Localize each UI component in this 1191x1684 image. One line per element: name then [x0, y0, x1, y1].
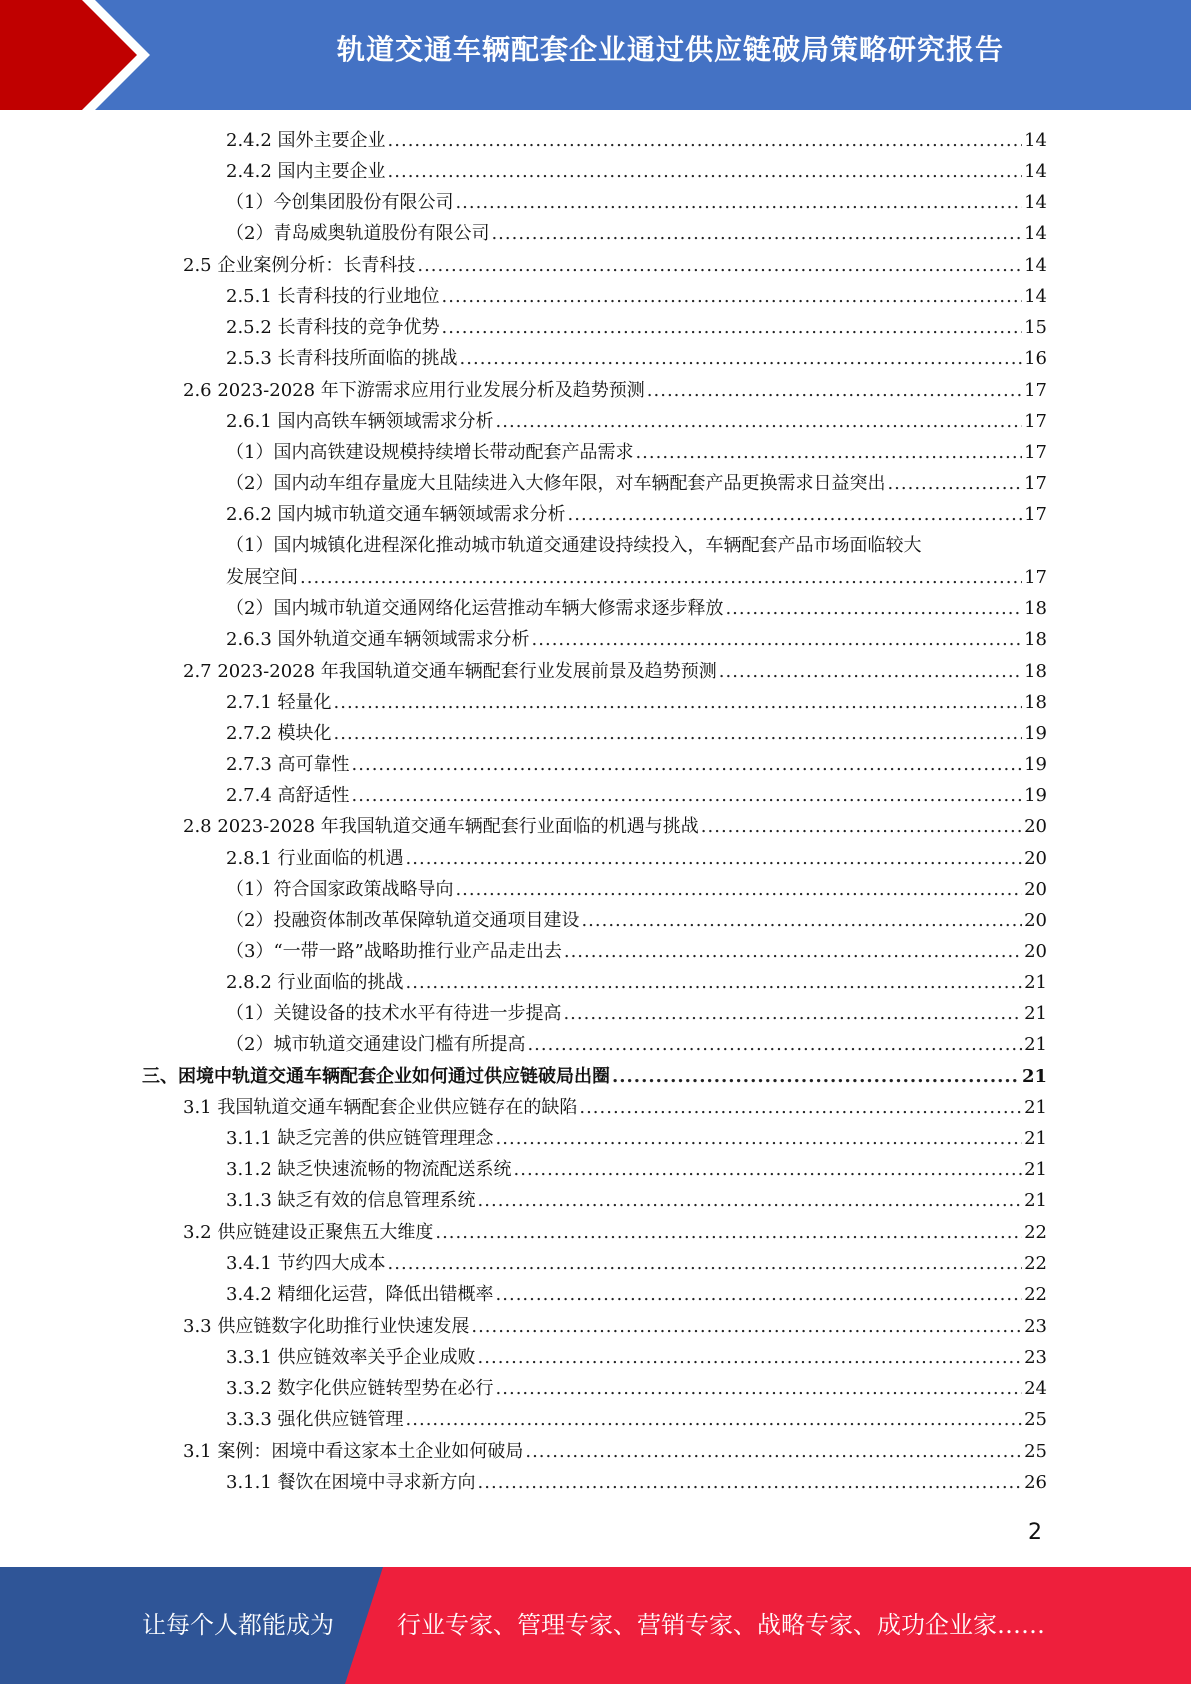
- toc-entry[interactable]: [226, 1250, 1047, 1276]
- toc-entry[interactable]: [226, 470, 1047, 496]
- toc-entry[interactable]: [226, 1000, 1047, 1026]
- toc-entry-page: 21: [1024, 972, 1047, 993]
- toc-entry-page: 16: [1024, 348, 1047, 369]
- toc-entry-label: 3.3 供应链数字化助推行业快速发展: [183, 1316, 470, 1337]
- toc-entry-label: （2）城市轨道交通建设门槛有所提高: [226, 1034, 526, 1055]
- toc-leader-dots: [455, 191, 1022, 215]
- toc-leader-dots: [496, 1127, 1023, 1151]
- toc-entry[interactable]: [226, 845, 1047, 871]
- toc-entry-label: （1）符合国家政策战略导向: [226, 879, 454, 900]
- toc-entry-label: （1）关键设备的技术水平有待进一步提高: [226, 1003, 562, 1024]
- toc-leader-dots: [442, 316, 1023, 340]
- toc-entry[interactable]: [226, 439, 1047, 465]
- toc-leader-dots: [612, 1065, 1020, 1089]
- toc-entry[interactable]: [226, 1156, 1047, 1182]
- toc-entry[interactable]: [183, 377, 1047, 403]
- toc-entry-page: 18: [1024, 692, 1047, 713]
- footer-slogan: 让每个人都能成为: [142, 1611, 334, 1639]
- toc-entry[interactable]: [226, 1281, 1047, 1307]
- toc-entry-page: 18: [1024, 661, 1047, 682]
- toc-entry[interactable]: [226, 220, 1047, 246]
- toc-entry[interactable]: [226, 158, 1047, 184]
- toc-entry-page: 22: [1024, 1222, 1047, 1243]
- toc-entry-label: （2）投融资体制改革保障轨道交通项目建设: [226, 910, 580, 931]
- toc-entry-page: 17: [1024, 380, 1047, 401]
- toc-entry[interactable]: [226, 314, 1047, 340]
- toc-entry-page: 18: [1024, 629, 1047, 650]
- report-title: 轨道交通车辆配套企业通过供应链破局策略研究报告: [336, 33, 1004, 66]
- toc-entry[interactable]: [226, 408, 1047, 434]
- toc-entry[interactable]: [226, 345, 1047, 371]
- page-number: 2: [1028, 1520, 1042, 1545]
- toc-leader-dots: [352, 784, 1023, 808]
- toc-entry-page: 14: [1024, 192, 1047, 213]
- toc-leader-dots: [455, 878, 1022, 902]
- toc-entry-label: 2.7 2023-2028 年我国轨道交通车辆配套行业发展前景及趋势预测: [183, 661, 717, 682]
- toc-leader-dots: [579, 1096, 1022, 1120]
- toc-entry[interactable]: [226, 876, 1047, 902]
- toc-entry[interactable]: [226, 1375, 1047, 1401]
- toc-leader-dots: [406, 971, 1023, 995]
- toc-entry[interactable]: [226, 907, 1047, 933]
- toc-entry-label: 2.8 2023-2028 年我国轨道交通车辆配套行业面临的机遇与挑战: [183, 816, 699, 837]
- toc-entry-label: 3.2 供应链建设正聚焦五大维度: [183, 1222, 434, 1243]
- toc-entry-label: 2.8.1 行业面临的机遇: [226, 848, 404, 869]
- toc-leader-dots: [725, 597, 1022, 621]
- toc-entry[interactable]: [226, 1406, 1047, 1432]
- toc-entry[interactable]: [183, 1219, 1047, 1245]
- toc-leader-dots: [460, 347, 1023, 371]
- toc-entry[interactable]: [226, 751, 1047, 777]
- toc-entry-label: 3.1 案例：困境中看这家本土企业如何破局: [183, 1441, 524, 1462]
- toc-entry-label: 2.7.3 高可靠性: [226, 754, 350, 775]
- toc-entry-page: 14: [1024, 130, 1047, 151]
- toc-leader-dots: [719, 660, 1022, 684]
- page-footer: [0, 1567, 1191, 1684]
- toc-leader-dots: [496, 1283, 1023, 1307]
- page-header: [0, 0, 1191, 110]
- toc-entry[interactable]: [226, 127, 1047, 153]
- toc-entry[interactable]: [183, 252, 1047, 278]
- toc-entry-label: 2.4.2 国外主要企业: [226, 130, 386, 151]
- toc-leader-dots: [300, 566, 1022, 590]
- toc-entry-page: 24: [1024, 1378, 1047, 1399]
- toc-entry-label: 3.3.3 强化供应链管理: [226, 1409, 404, 1430]
- toc-entry-page: 21: [1024, 1034, 1047, 1055]
- toc-entry-label: 3.1.3 缺乏有效的信息管理系统: [226, 1190, 476, 1211]
- toc-entry-page: 22: [1024, 1253, 1047, 1274]
- toc-entry-label: 3.1.1 缺乏完善的供应链管理理念: [226, 1128, 494, 1149]
- toc-entry[interactable]: [142, 1063, 1047, 1089]
- toc-entry-label: （1）国内城镇化进程深化推动城市轨道交通建设持续投入，车辆配套产品市场面临较大: [226, 535, 922, 556]
- toc-entry-label: 三、困境中轨道交通车辆配套企业如何通过供应链破局出圈: [142, 1066, 610, 1087]
- toc-entry[interactable]: [183, 1313, 1047, 1339]
- toc-entry[interactable]: [226, 283, 1047, 309]
- toc-entry-label: 2.8.2 行业面临的挑战: [226, 972, 404, 993]
- toc-entry-label: （2）青岛威奥轨道股份有限公司: [226, 223, 490, 244]
- toc-entry[interactable]: [226, 1031, 1047, 1057]
- toc-entry[interactable]: [226, 1344, 1047, 1370]
- toc-leader-dots: [417, 254, 1022, 278]
- toc-entry-label: （3）“一带一路”战略助推行业产品走出去: [226, 941, 562, 962]
- toc-entry-page: 23: [1024, 1316, 1047, 1337]
- toc-entry-page: 17: [1024, 567, 1047, 588]
- toc-entry[interactable]: [226, 532, 921, 558]
- toc-leader-dots: [388, 1252, 1023, 1276]
- toc-leader-dots: [478, 1346, 1023, 1370]
- toc-entry[interactable]: [226, 501, 1047, 527]
- toc-leader-dots: [478, 1471, 1023, 1495]
- toc-leader-dots: [406, 847, 1023, 871]
- toc-entry-page: 17: [1024, 411, 1047, 432]
- toc-leader-dots: [388, 129, 1023, 153]
- toc-leader-dots: [471, 1315, 1022, 1339]
- toc-leader-dots: [491, 222, 1022, 246]
- toc-entry-label: 2.4.2 国内主要企业: [226, 161, 386, 182]
- toc-entry-page: 14: [1024, 286, 1047, 307]
- toc-leader-dots: [334, 691, 1023, 715]
- toc-entry[interactable]: [226, 689, 1047, 715]
- toc-leader-dots: [334, 722, 1023, 746]
- toc-leader-dots: [635, 441, 1022, 465]
- toc-entry-label: 2.6.3 国外轨道交通车辆领域需求分析: [226, 629, 530, 650]
- toc-entry-page: 26: [1024, 1472, 1047, 1493]
- toc-leader-dots: [496, 1377, 1023, 1401]
- toc-entry-page: 18: [1024, 598, 1047, 619]
- toc-entry-label: （1）国内高铁建设规模持续增长带动配套产品需求: [226, 442, 634, 463]
- toc-entry[interactable]: [226, 1125, 1047, 1151]
- toc-entry-label: 2.5.1 长青科技的行业地位: [226, 286, 440, 307]
- header-arrow-decoration: [0, 0, 160, 110]
- toc-entry[interactable]: [226, 595, 1047, 621]
- toc-entry[interactable]: [226, 938, 1047, 964]
- toc-entry-page: 22: [1024, 1284, 1047, 1305]
- toc-entry-page: 15: [1024, 317, 1047, 338]
- toc-leader-dots: [406, 1408, 1023, 1432]
- toc-entry-label: 3.4.2 精细化运营，降低出错概率: [226, 1284, 494, 1305]
- toc-entry[interactable]: [226, 1469, 1047, 1495]
- toc-entry[interactable]: [226, 782, 1047, 808]
- toc-entry-label: 3.1.2 缺乏快速流畅的物流配送系统: [226, 1159, 512, 1180]
- toc-entry-page: 20: [1024, 816, 1047, 837]
- toc-leader-dots: [442, 285, 1023, 309]
- toc-entry-page: 14: [1024, 161, 1047, 182]
- toc-leader-dots: [581, 909, 1022, 933]
- toc-entry-label: 3.4.1 节约四大成本: [226, 1253, 386, 1274]
- footer-tagline: 行业专家、管理专家、营销专家、战略专家、成功企业家……: [397, 1611, 1045, 1639]
- toc-entry-label: 2.6.1 国内高铁车辆领域需求分析: [226, 411, 494, 432]
- toc-entry-label: （1）今创集团股份有限公司: [226, 192, 454, 213]
- toc-entry[interactable]: [183, 813, 1047, 839]
- toc-entry-label: 发展空间: [226, 567, 298, 588]
- toc-entry[interactable]: [183, 1094, 1047, 1120]
- toc-entry-label: 2.7.2 模块化: [226, 723, 332, 744]
- toc-leader-dots: [701, 815, 1022, 839]
- toc-leader-dots: [887, 472, 1022, 496]
- toc-leader-dots: [568, 503, 1023, 527]
- toc-entry-page: 21: [1024, 1190, 1047, 1211]
- toc-entry-label: （2）国内动车组存量庞大且陆续进入大修年限，对车辆配套产品更换需求日益突出: [226, 473, 886, 494]
- toc-entry-page: 17: [1024, 442, 1047, 463]
- toc-entry-label: 3.3.2 数字化供应链转型势在必行: [226, 1378, 494, 1399]
- toc-entry[interactable]: [226, 189, 1047, 215]
- toc-leader-dots: [388, 160, 1023, 184]
- toc-entry-page: 21: [1024, 1097, 1047, 1118]
- toc-leader-dots: [532, 628, 1023, 652]
- toc-entry[interactable]: [183, 658, 1047, 684]
- toc-entry-label: 2.7.1 轻量化: [226, 692, 332, 713]
- toc-entry[interactable]: [226, 1187, 1047, 1213]
- toc-leader-dots: [435, 1221, 1022, 1245]
- toc-leader-dots: [527, 1033, 1022, 1057]
- toc-entry-page: 21: [1024, 1159, 1047, 1180]
- toc-entry[interactable]: [226, 720, 1047, 746]
- toc-leader-dots: [478, 1189, 1023, 1213]
- toc-entry-page: 23: [1024, 1347, 1047, 1368]
- toc-entry-page: 20: [1024, 848, 1047, 869]
- toc-entry-label: 2.6.2 国内城市轨道交通车辆领域需求分析: [226, 504, 566, 525]
- toc-entry-label: 3.1 我国轨道交通车辆配套企业供应链存在的缺陷: [183, 1097, 578, 1118]
- toc-entry-label: 2.7.4 高舒适性: [226, 785, 350, 806]
- toc-entry-page: 19: [1024, 723, 1047, 744]
- toc-entry-page: 20: [1024, 941, 1047, 962]
- toc-entry[interactable]: [226, 626, 1047, 652]
- toc-entry-page: 25: [1024, 1409, 1047, 1430]
- toc-entry-page: 17: [1024, 504, 1047, 525]
- toc-entry[interactable]: [226, 564, 1047, 590]
- toc-entry-page: 14: [1024, 223, 1047, 244]
- toc-entry-label: 3.3.1 供应链效率关乎企业成败: [226, 1347, 476, 1368]
- toc-entry-page: 21: [1024, 1003, 1047, 1024]
- toc-entry-page: 14: [1024, 255, 1047, 276]
- toc-entry-label: 2.5 企业案例分析：长青科技: [183, 255, 416, 276]
- toc-entry-page: 17: [1024, 473, 1047, 494]
- toc-entry[interactable]: [183, 1438, 1047, 1464]
- toc-entry-label: 2.5.3 长青科技所面临的挑战: [226, 348, 458, 369]
- toc-entry-page: 25: [1024, 1441, 1047, 1462]
- toc-entry-label: 2.5.2 长青科技的竞争优势: [226, 317, 440, 338]
- toc-entry-label: 3.1.1 餐饮在困境中寻求新方向: [226, 1472, 476, 1493]
- toc-entry-page: 20: [1024, 879, 1047, 900]
- toc-leader-dots: [564, 940, 1022, 964]
- toc-entry-label: （2）国内城市轨道交通网络化运营推动车辆大修需求逐步释放: [226, 598, 724, 619]
- toc-entry-page: 20: [1024, 910, 1047, 931]
- toc-leader-dots: [525, 1440, 1022, 1464]
- toc-entry-page: 19: [1024, 785, 1047, 806]
- toc-leader-dots: [496, 410, 1023, 434]
- toc-entry-page: 19: [1024, 754, 1047, 775]
- toc-leader-dots: [352, 753, 1023, 777]
- toc-entry-label: 2.6 2023-2028 年下游需求应用行业发展分析及趋势预测: [183, 380, 645, 401]
- toc-entry-page: 21: [1021, 1066, 1047, 1087]
- toc-leader-dots: [647, 379, 1022, 403]
- toc-entry-page: 21: [1024, 1128, 1047, 1149]
- toc-leader-dots: [563, 1002, 1022, 1026]
- toc-leader-dots: [514, 1158, 1023, 1182]
- toc-entry[interactable]: [226, 969, 1047, 995]
